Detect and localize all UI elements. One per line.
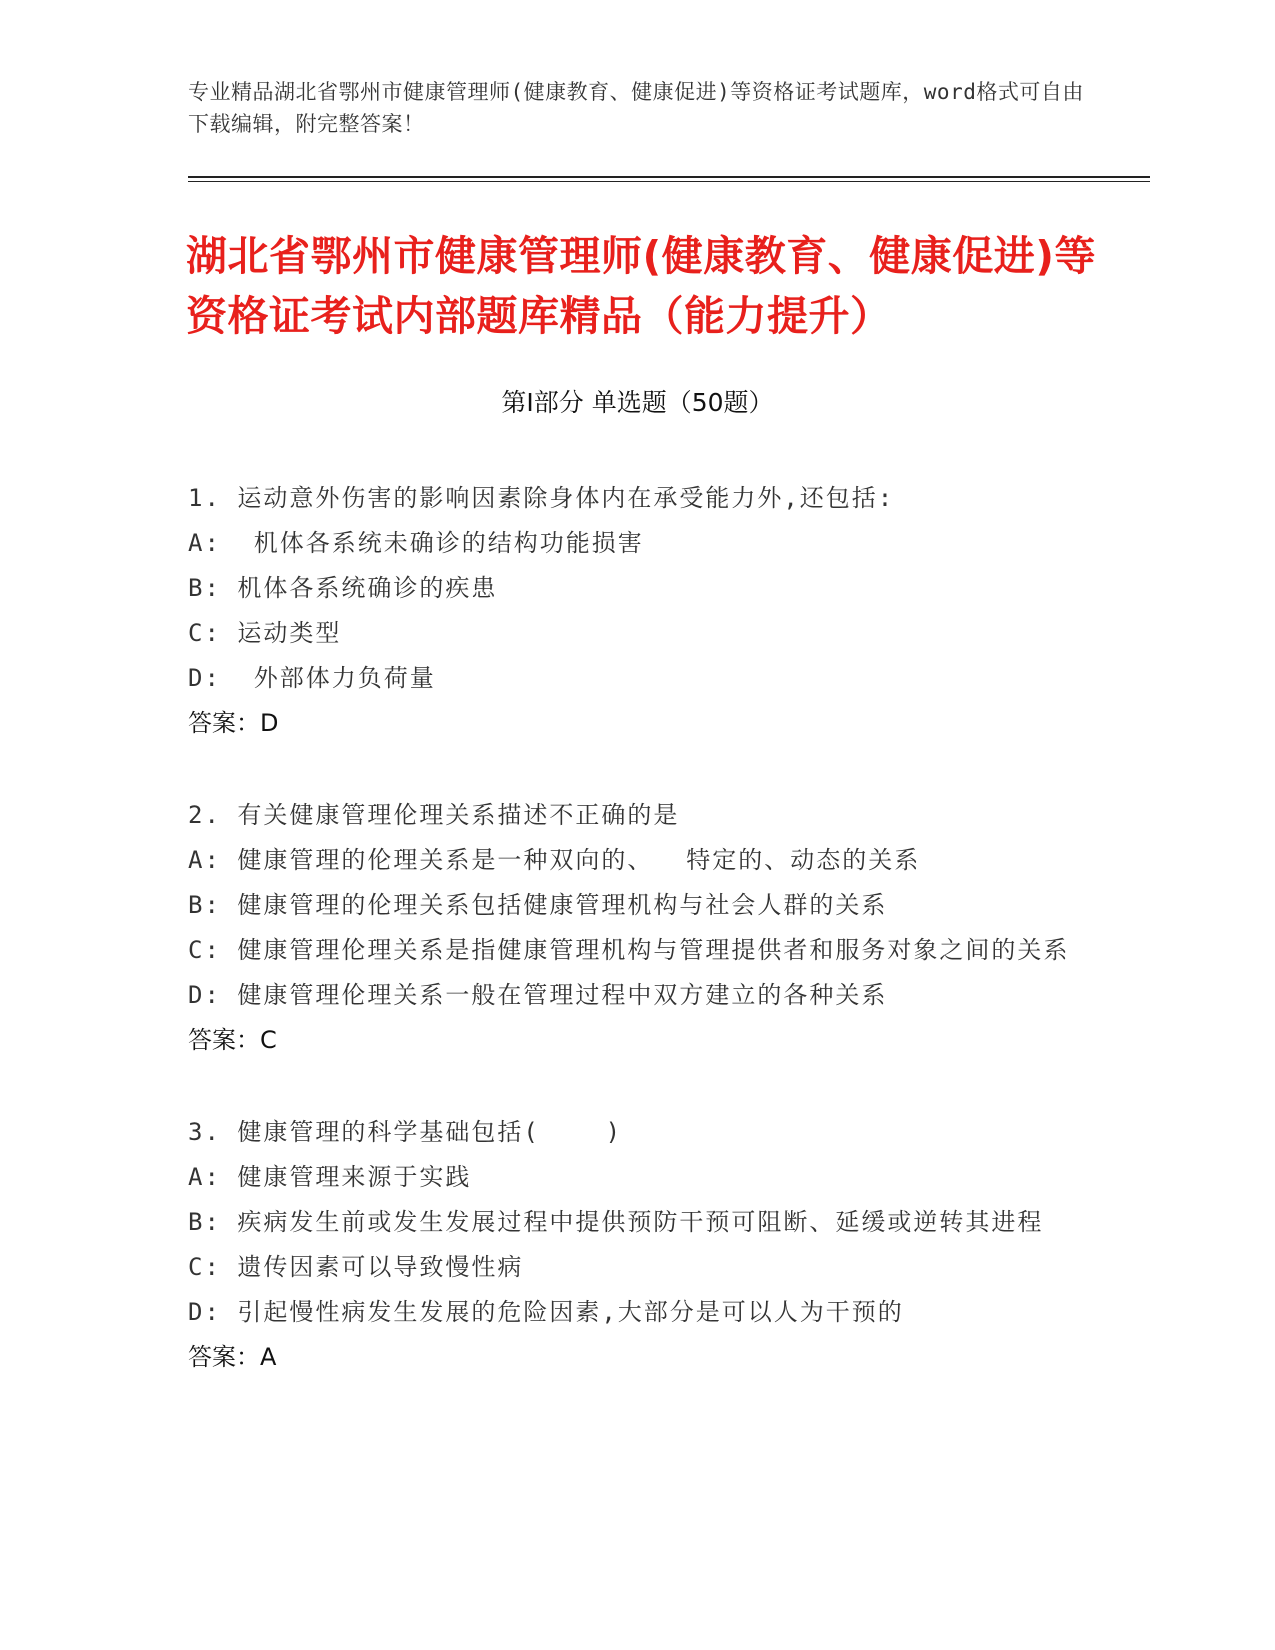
- option-c: C: 遗传因素可以导致慢性病: [188, 1253, 524, 1281]
- option-a: A: 机体各系统未确诊的结构功能损害: [188, 529, 644, 557]
- option-d: D: 外部体力负荷量: [188, 664, 436, 692]
- section-title: 第Ⅰ部分 单选题（50题）: [501, 388, 774, 417]
- question-list: [188, 476, 1088, 1427]
- question-3: [188, 1110, 1088, 1380]
- question-stem: 1. 运动意外伤害的影响因素除身体内在承受能力外,还包括:: [188, 484, 895, 512]
- option-b: B: 疾病发生前或发生发展过程中提供预防干预可阻断、延缓或逆转其进程: [188, 1208, 1044, 1236]
- option-b: B: 健康管理的伦理关系包括健康管理机构与社会人群的关系: [188, 891, 888, 919]
- option-c: C: 运动类型: [188, 619, 342, 647]
- question-stem: 3. 健康管理的科学基础包括( ): [188, 1118, 623, 1146]
- answer: 答案：D: [188, 709, 279, 737]
- option-b: B: 机体各系统确诊的疾患: [188, 574, 498, 602]
- option-a: A: 健康管理的伦理关系是一种双向的、 特定的、动态的关系: [188, 846, 921, 874]
- option-c: C: 健康管理伦理关系是指健康管理机构与管理提供者和服务对象之间的关系: [188, 936, 1070, 964]
- option-a: A: 健康管理来源于实践: [188, 1163, 472, 1191]
- answer: 答案：C: [188, 1026, 277, 1054]
- option-d: D: 健康管理伦理关系一般在管理过程中双方建立的各种关系: [188, 981, 888, 1009]
- document-title: 湖北省鄂州市健康管理师(健康教育、健康促进)等资格证考试内部题库精品（能力提升）: [186, 232, 1096, 340]
- header-rule-thick: [188, 176, 1150, 178]
- option-d: D: 引起慢性病发生发展的危险因素,大部分是可以人为干预的: [188, 1298, 904, 1326]
- header-rule-thin: [188, 181, 1150, 182]
- question-2: [188, 793, 1088, 1063]
- answer: 答案：A: [188, 1343, 277, 1371]
- header-note: 专业精品湖北省鄂州市健康管理师(健康教育、健康促进)等资格证考试题库，word格式可自由下载编辑，附完整答案！: [188, 80, 1084, 136]
- question-stem: 2. 有关健康管理伦理关系描述不正确的是: [188, 801, 680, 829]
- question-1: [188, 476, 1088, 746]
